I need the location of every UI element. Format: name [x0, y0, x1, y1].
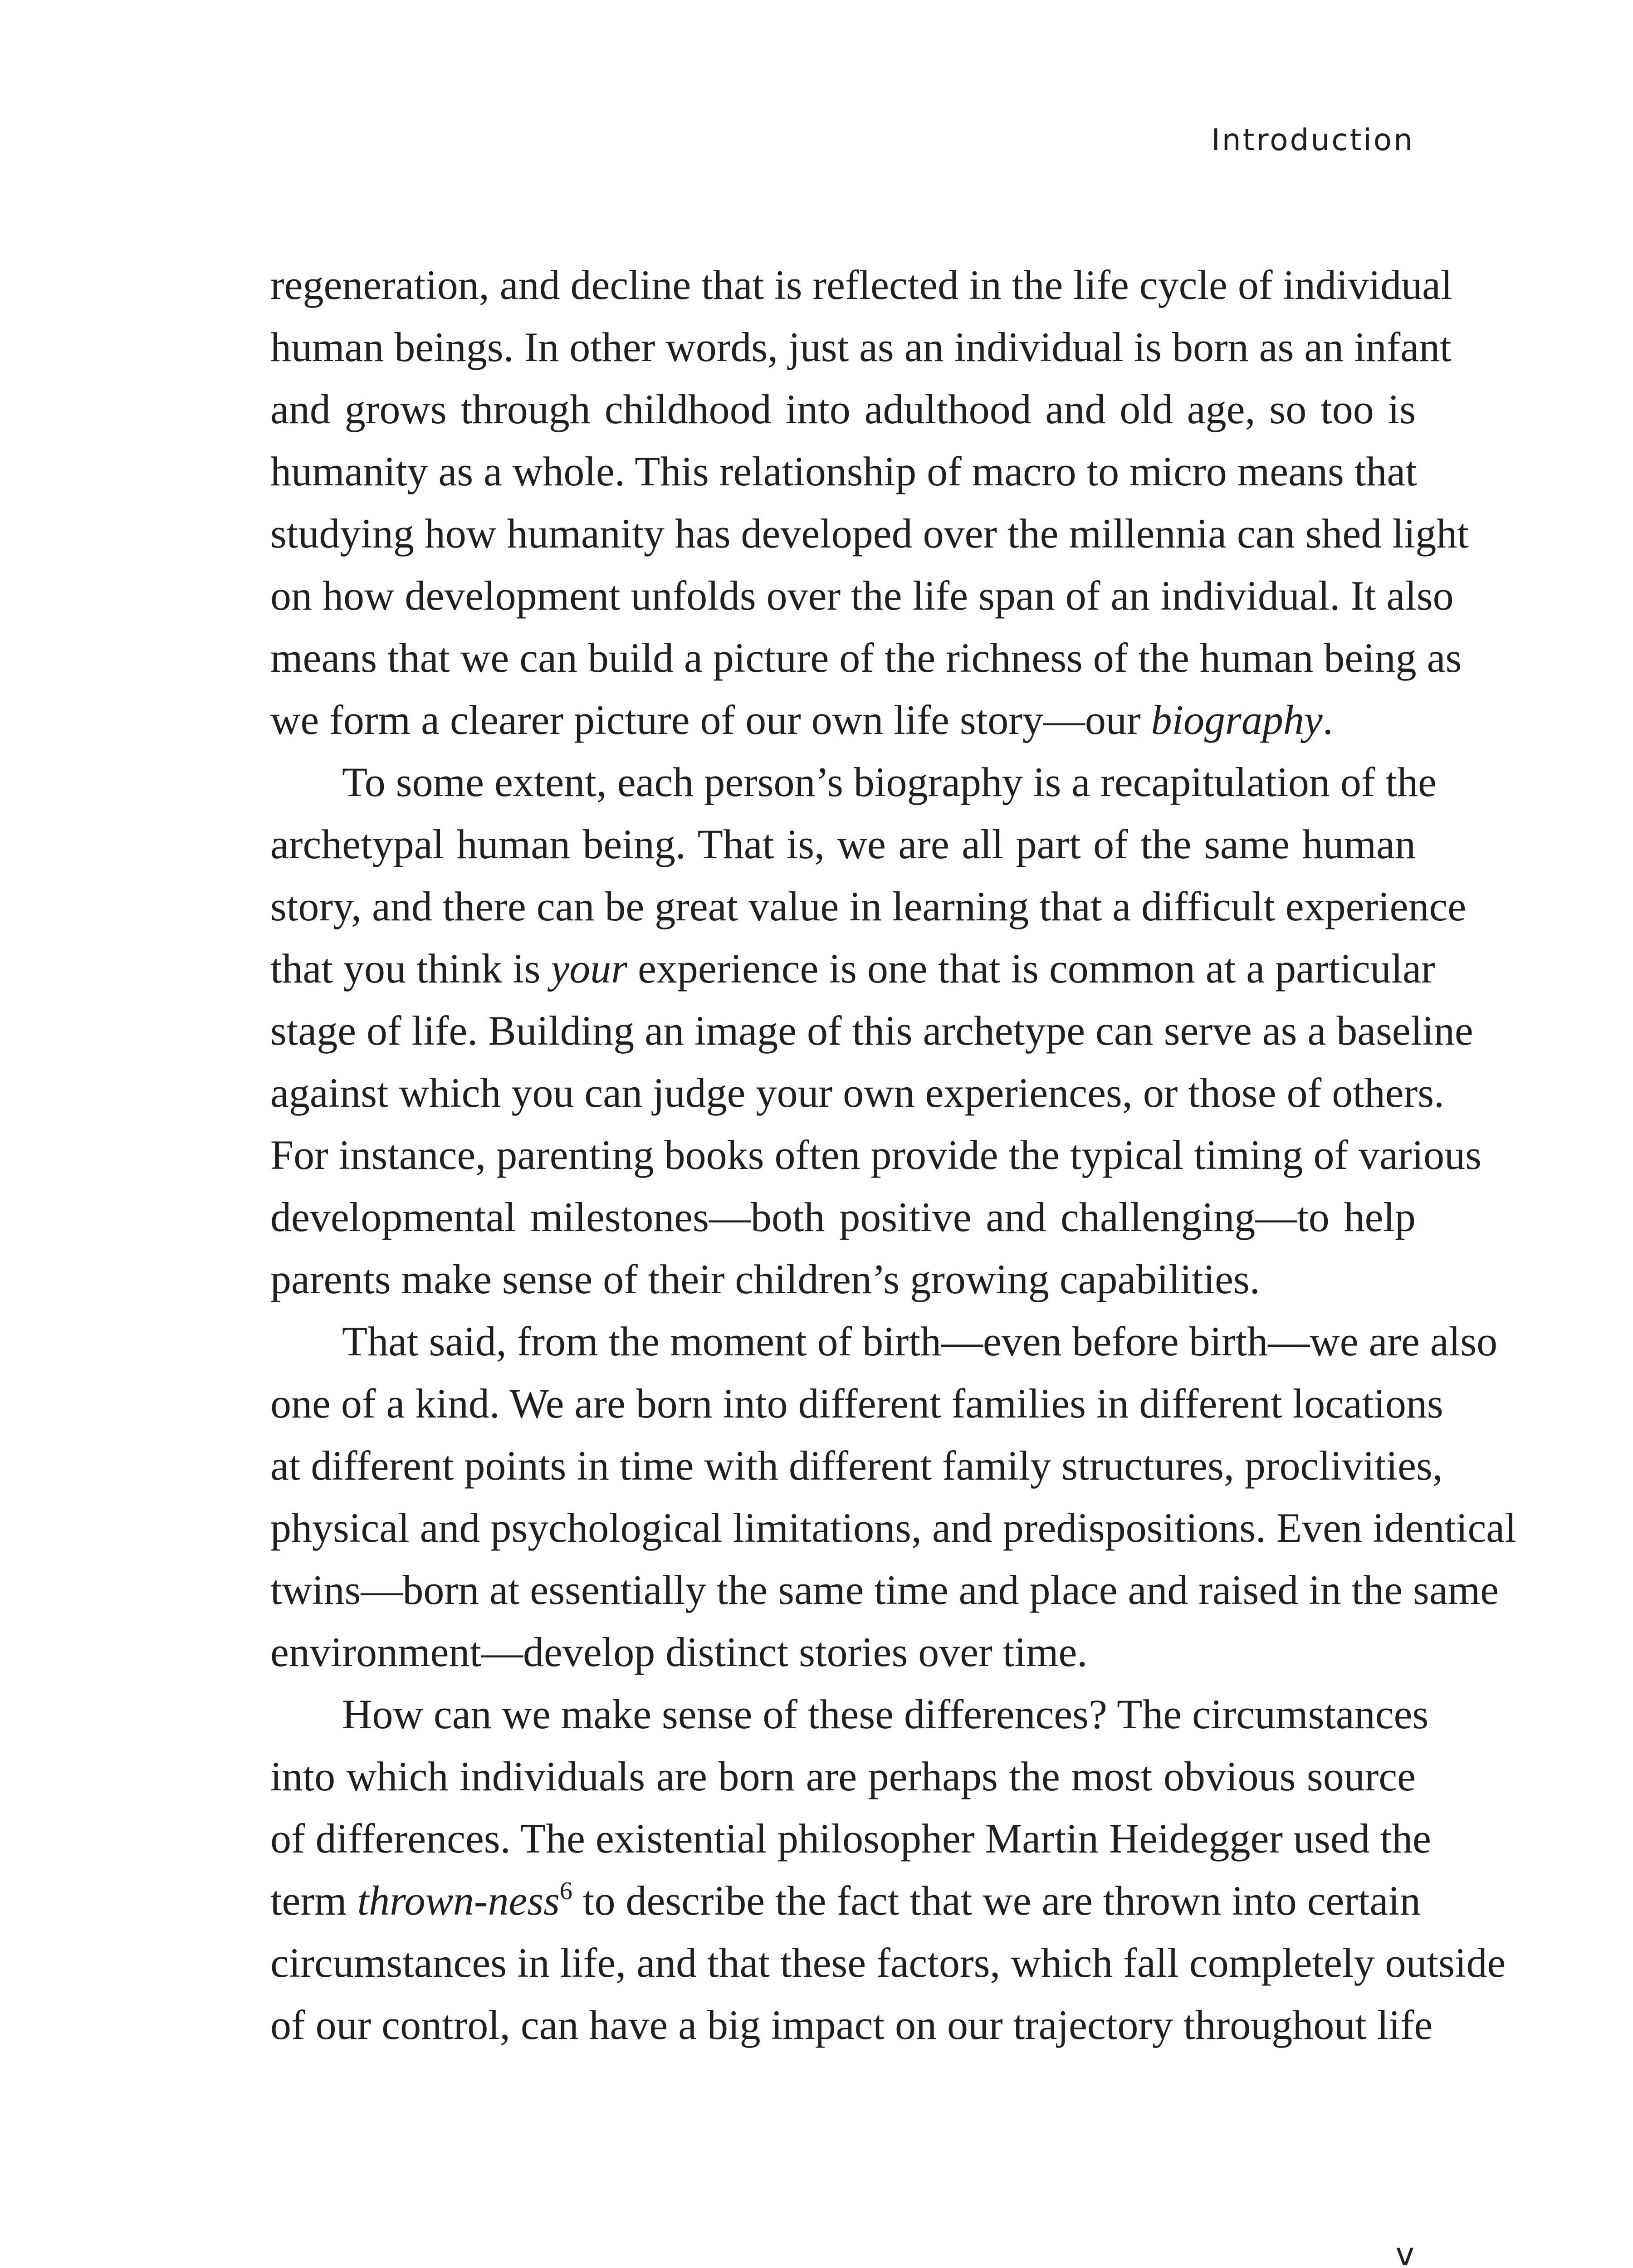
paragraph-4 [270, 1683, 1506, 2056]
text-line: archetypal human being. That is, we are all part of the same human [270, 821, 1416, 867]
text-line: of differences. The existential philosopher Martin Heidegger used the [270, 1815, 1432, 1862]
text-line: circumstances in life, and that these factors, which fall completely outside [270, 1940, 1506, 1986]
paragraph-1 [270, 254, 1469, 751]
text-line: physical and psychological limitations, and predispositions. Even identical [270, 1505, 1516, 1551]
text-line: and grows through childhood into adulthood and old age, so too is [270, 386, 1416, 432]
text-line: How can we make sense of these differences? The circumstances [342, 1691, 1429, 1737]
text-run: we form a clearer picture of our own life story—our [270, 697, 1151, 743]
paragraph-3 [270, 1310, 1516, 1683]
text-line: story, and there can be great value in learning that a difficult experience [270, 883, 1467, 929]
text-line: regeneration, and decline that is reflected in the life cycle of individual [270, 262, 1452, 308]
text-line [270, 1870, 1421, 1932]
italic-term: your [551, 945, 628, 992]
text-line: To some extent, each person’s biography is a recapitulation of the [342, 759, 1437, 805]
text-run: to describe the fact that we are thrown into certain [572, 1877, 1421, 1924]
body-text [270, 254, 1516, 2056]
text-line: on how development unfolds over the life span of an individual. It also [270, 572, 1454, 619]
text-line: one of a kind. We are born into different families in different locations [270, 1380, 1443, 1427]
running-head: Introduction [1211, 122, 1414, 157]
text-line: twins—born at essentially the same time and place and raised in the same [270, 1567, 1499, 1613]
text-line: into which individuals are born are perhaps the most obvious source [270, 1753, 1416, 1799]
text-line: humanity as a whole. This relationship of macro to micro means that [270, 448, 1417, 494]
text-line: means that we can build a picture of the richness of the human being as [270, 635, 1462, 681]
text-line: at different points in time with different family structures, proclivities, [270, 1442, 1443, 1489]
text-line: That said, from the moment of birth—even before birth—we are also [342, 1318, 1498, 1364]
paragraph-2 [270, 751, 1481, 1310]
text-line: parents make sense of their children’s growing capabilities. [270, 1256, 1260, 1302]
text-line: stage of life. Building an image of this archetype can serve as a baseline [270, 1007, 1473, 1054]
text-line [270, 689, 1416, 751]
text-line [270, 938, 1435, 1000]
text-line: against which you can judge your own experiences, or those of others. [270, 1070, 1445, 1116]
text-run: term [270, 1877, 357, 1924]
text-run: experience is one that is common at a particular [627, 945, 1435, 992]
italic-term: biography [1151, 697, 1323, 743]
text-run: . [1322, 697, 1333, 743]
text-line: environment—develop distinct stories over time. [270, 1629, 1088, 1675]
text-run: that you think is [270, 945, 551, 992]
text-line: of our control, can have a big impact on our trajectory throughout life [270, 2002, 1433, 2048]
italic-term: thrown-ness [357, 1877, 560, 1924]
text-line: studying how humanity has developed over the millennia can shed light [270, 510, 1469, 557]
page-number: v [1395, 2236, 1414, 2268]
text-line: human beings. In other words, just as an individual is born as an infant [270, 324, 1452, 370]
footnote-marker: 6 [559, 1877, 572, 1905]
text-line: developmental milestones—both positive and challenging—to help [270, 1194, 1416, 1240]
text-line: For instance, parenting books often provide the typical timing of various [270, 1132, 1481, 1178]
